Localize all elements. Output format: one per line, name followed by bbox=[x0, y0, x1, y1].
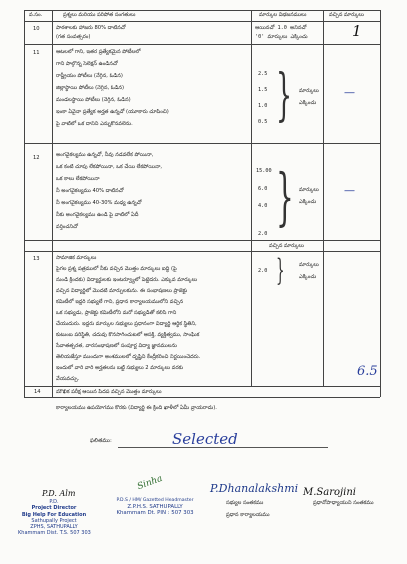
row13-line: వచ్చిన విద్యార్థిలో మొదటి మార్పులకును. ఈ సంభాషణలు ప్రాజెక్టు bbox=[56, 288, 188, 294]
row11-mark-option: 1.0 bbox=[258, 103, 268, 109]
row13-label: ఎక్కించు bbox=[299, 274, 317, 280]
col-divider-2 bbox=[251, 10, 252, 386]
stamp-line: ZPHS, SATHUPALLY bbox=[30, 524, 78, 530]
row13-criteria-header: వచ్చిన మార్కులు bbox=[269, 243, 304, 249]
row12-line: అంగవైకల్యము ఉన్నచో, నీవు నడవలేక పోయినా, bbox=[56, 152, 154, 158]
result-value: Selected bbox=[172, 430, 238, 448]
row12-line: నీ అంగవైకల్యము 40% దాటినచో bbox=[56, 188, 124, 194]
row11-awarded-mark: — bbox=[344, 86, 355, 99]
row10-question-note: (గత సంవత్సరం) bbox=[56, 34, 91, 40]
row13-line: తెలియజేస్తూ ముందుగా అంశములలో దృష్టిని కేంద్రీకరించి నిర్ణయించెదరు. bbox=[56, 354, 201, 360]
row12-awarded-mark: — bbox=[344, 184, 355, 197]
row10-number: 10 bbox=[33, 26, 40, 32]
row11-number: 11 bbox=[33, 50, 40, 56]
row13-mark-option: 2.0 bbox=[258, 268, 268, 274]
header-sno: వ.సం. bbox=[29, 12, 43, 18]
headmaster-stamp bbox=[103, 498, 207, 517]
stamp-line: P.D.S / HM/ Gazetted Headmaster bbox=[116, 498, 194, 503]
row12-brace: } bbox=[276, 160, 294, 233]
result-label: ఫలితము: bbox=[90, 438, 112, 444]
header-bottom-line bbox=[24, 21, 380, 22]
row10-question: పాఠశాలకు హాజరు 80% దాటినచో bbox=[56, 25, 126, 31]
row12-mark-option: 6.0 bbox=[258, 186, 268, 192]
table-bottom-line bbox=[24, 397, 380, 398]
left-signature: P.D. Alm bbox=[42, 489, 76, 498]
row11-bottom-line bbox=[24, 143, 380, 144]
stamp-line: Project Director bbox=[31, 505, 77, 512]
member2-signature: M.Sarojini bbox=[303, 487, 356, 498]
row11-label: ఎక్కించు bbox=[299, 100, 317, 106]
row12-mark-option: 2.0 bbox=[258, 231, 268, 237]
row13-line: కమిటీలో ఇద్దరి సభ్యులే గాని, ప్రధాన కార్యాలయములోని వచ్చిన bbox=[56, 299, 184, 305]
row11-line: పై వాటిలో ఒక దానిని ఎన్నుకొనవలెను. bbox=[56, 121, 133, 127]
header-marks: వచ్చిన మార్కులు bbox=[329, 12, 364, 18]
row11-mark-option: 2.5 bbox=[258, 71, 268, 77]
row13-line: వేయవచ్చు. bbox=[56, 376, 80, 382]
row13-line: కుటుంబ పరిస్థితి, చదువు కొనసాగించుటలో ఆసక్తి, వ్యక్తిత్వము, సాంఘిక bbox=[56, 332, 200, 338]
office-use-note: కార్యాలయము ఉపయోగము కొరకు (విద్యార్థి ఈ క్రింది ఖాళీలో ఏమీ వ్రాయరాదు). bbox=[56, 405, 217, 411]
row11-line: జిల్లాస్థాయి పోటీలు (నెగ్గిన, ఓడిన) bbox=[56, 85, 125, 91]
row10-criteria-line2: '0' మార్కులు ఎక్కించు bbox=[255, 34, 308, 40]
member2-label: ప్రధాన కార్యాలయము bbox=[226, 512, 270, 518]
member1-label: సభ్యుల సంతకము bbox=[226, 500, 264, 506]
table-top-line bbox=[24, 10, 380, 11]
row13-line: చేయుదురు. ఇద్దరు మార్కుల సభ్యులు ప్రధానంగా విద్యార్థి ఆర్థిక స్థితిని, bbox=[56, 321, 197, 327]
row12-number: 12 bbox=[33, 155, 40, 161]
row12-mark-option: 15.00 bbox=[256, 168, 272, 174]
row12-line: నీకు అంగవైకల్యము ఉండి పై వాటిలో ఏదీ bbox=[56, 212, 139, 218]
stamp-line: Big Help For Education bbox=[21, 511, 87, 518]
row13-line: సామాజిక మార్కులు bbox=[56, 255, 97, 261]
row13-number: 13 bbox=[33, 256, 40, 262]
row10-bottom-line bbox=[24, 44, 380, 45]
row12-mark-option: 4.0 bbox=[258, 203, 268, 209]
row14-number: 14 bbox=[34, 389, 41, 395]
row12-bottom-line bbox=[24, 240, 380, 241]
member1-signature: P.Dhanalakshmi bbox=[210, 482, 299, 495]
row13-line: ఒక సభ్యుడు, ప్రాజెక్టు కమిటీలోని మరో సభ్యుడితో కలిసి గాని bbox=[56, 310, 177, 316]
row11-line: గాని పాల్గొన్న సెలెక్షన్ ఉండినచో bbox=[56, 61, 118, 67]
row10-criteria-line1: ఆయినచో 1.0 అనినచో bbox=[255, 25, 307, 31]
row11-mark-option: 1.5 bbox=[258, 87, 268, 93]
row11-line: ఇంకా ఏవైనా ప్రత్యేక అర్హత ఉన్నచో (యూకారు చూపించి) bbox=[56, 109, 169, 115]
row13-awarded-mark: 6.5 bbox=[357, 364, 378, 379]
row13-label: మార్కులు bbox=[299, 262, 319, 268]
row12-label: మార్కులు bbox=[299, 187, 319, 193]
row12-line: నీ అంగవైకల్యము 40-30% మధ్య ఉన్నచో bbox=[56, 200, 142, 206]
project-director-stamp bbox=[18, 499, 90, 537]
col-divider-3 bbox=[323, 10, 324, 386]
stamp-line: Z.P.H.S. SATHUPALLY bbox=[127, 503, 183, 510]
row13-brace: } bbox=[276, 253, 285, 288]
row12-label: ఎక్కించు bbox=[299, 199, 317, 205]
row13-line: సేవాతత్పరత, వారసంభాషణలో సంపూర్ణ విద్యా జ్ఞానములను bbox=[56, 343, 177, 349]
col-divider-1 bbox=[52, 10, 53, 397]
row13-header-line bbox=[24, 251, 380, 252]
row13-line: నుండి క్రిందకు) విద్యార్థులకు ఇంటర్వ్యూలో పెట్టెదరు. ఎక్కువ మార్కులు bbox=[56, 277, 198, 283]
center-signature: Sinha bbox=[136, 473, 164, 493]
row12-line: వర్తించనిచో bbox=[56, 224, 78, 230]
stamp-line: Sathupally Project bbox=[31, 517, 77, 524]
row11-mark-option: 0.5 bbox=[258, 119, 268, 125]
row11-line: మండలస్థాయి పోటీలు (నెగ్గిన, ఓడిన) bbox=[56, 97, 131, 103]
row11-brace: } bbox=[276, 63, 293, 128]
row13-line: పైగల ప్రశ్న పత్రములో నీకు వచ్చిన మొత్తం మార్కులు ఐద్ధి (పై bbox=[56, 266, 177, 272]
table-left-line bbox=[24, 10, 25, 397]
stamp-line: P.D. bbox=[49, 499, 59, 505]
row14-text: మౌఖిక పరీక్ష ఆయిన పిదప వచ్చిన మొత్తం మార్కులు bbox=[56, 389, 162, 395]
headmaster-signature-label: ప్రధానోపాధ్యాయుని సంతకము bbox=[313, 500, 374, 506]
header-criteria: మార్కుల విభజనములు bbox=[259, 12, 307, 18]
header-questions: ప్రశ్నలు మరియు పరిపోత సంగతులు bbox=[63, 12, 136, 18]
stamp-line: Khammam Dist. T.S. 507 303 bbox=[18, 530, 91, 537]
row10-awarded-mark: 1 bbox=[352, 22, 362, 40]
row11-label: మార్కులు bbox=[299, 88, 319, 94]
stamp-line: Khammam Dt. PIN : 507 303 bbox=[116, 510, 194, 517]
row12-line: ఒక కంటి చూపు లేకపోయినా, ఒక చేయి లేకపోయినా, bbox=[56, 164, 163, 170]
row11-line: ఆటలలో గాని, ఇతర ప్రత్యేకమైన పోటీలలో bbox=[56, 49, 141, 55]
row13-bottom-line bbox=[24, 386, 380, 387]
row12-line: ఒక కాలు లేకపోయినా bbox=[56, 176, 100, 182]
row11-line: రాష్ట్రీయం పోటీలు (నేగ్గిన, ఓడిన) bbox=[56, 73, 123, 79]
row13-line: ఇందులో వారి వారి అర్హతలను బట్టి సభ్యులు 2 మార్కులు వరకు bbox=[56, 365, 184, 371]
table-right-line bbox=[380, 10, 381, 397]
